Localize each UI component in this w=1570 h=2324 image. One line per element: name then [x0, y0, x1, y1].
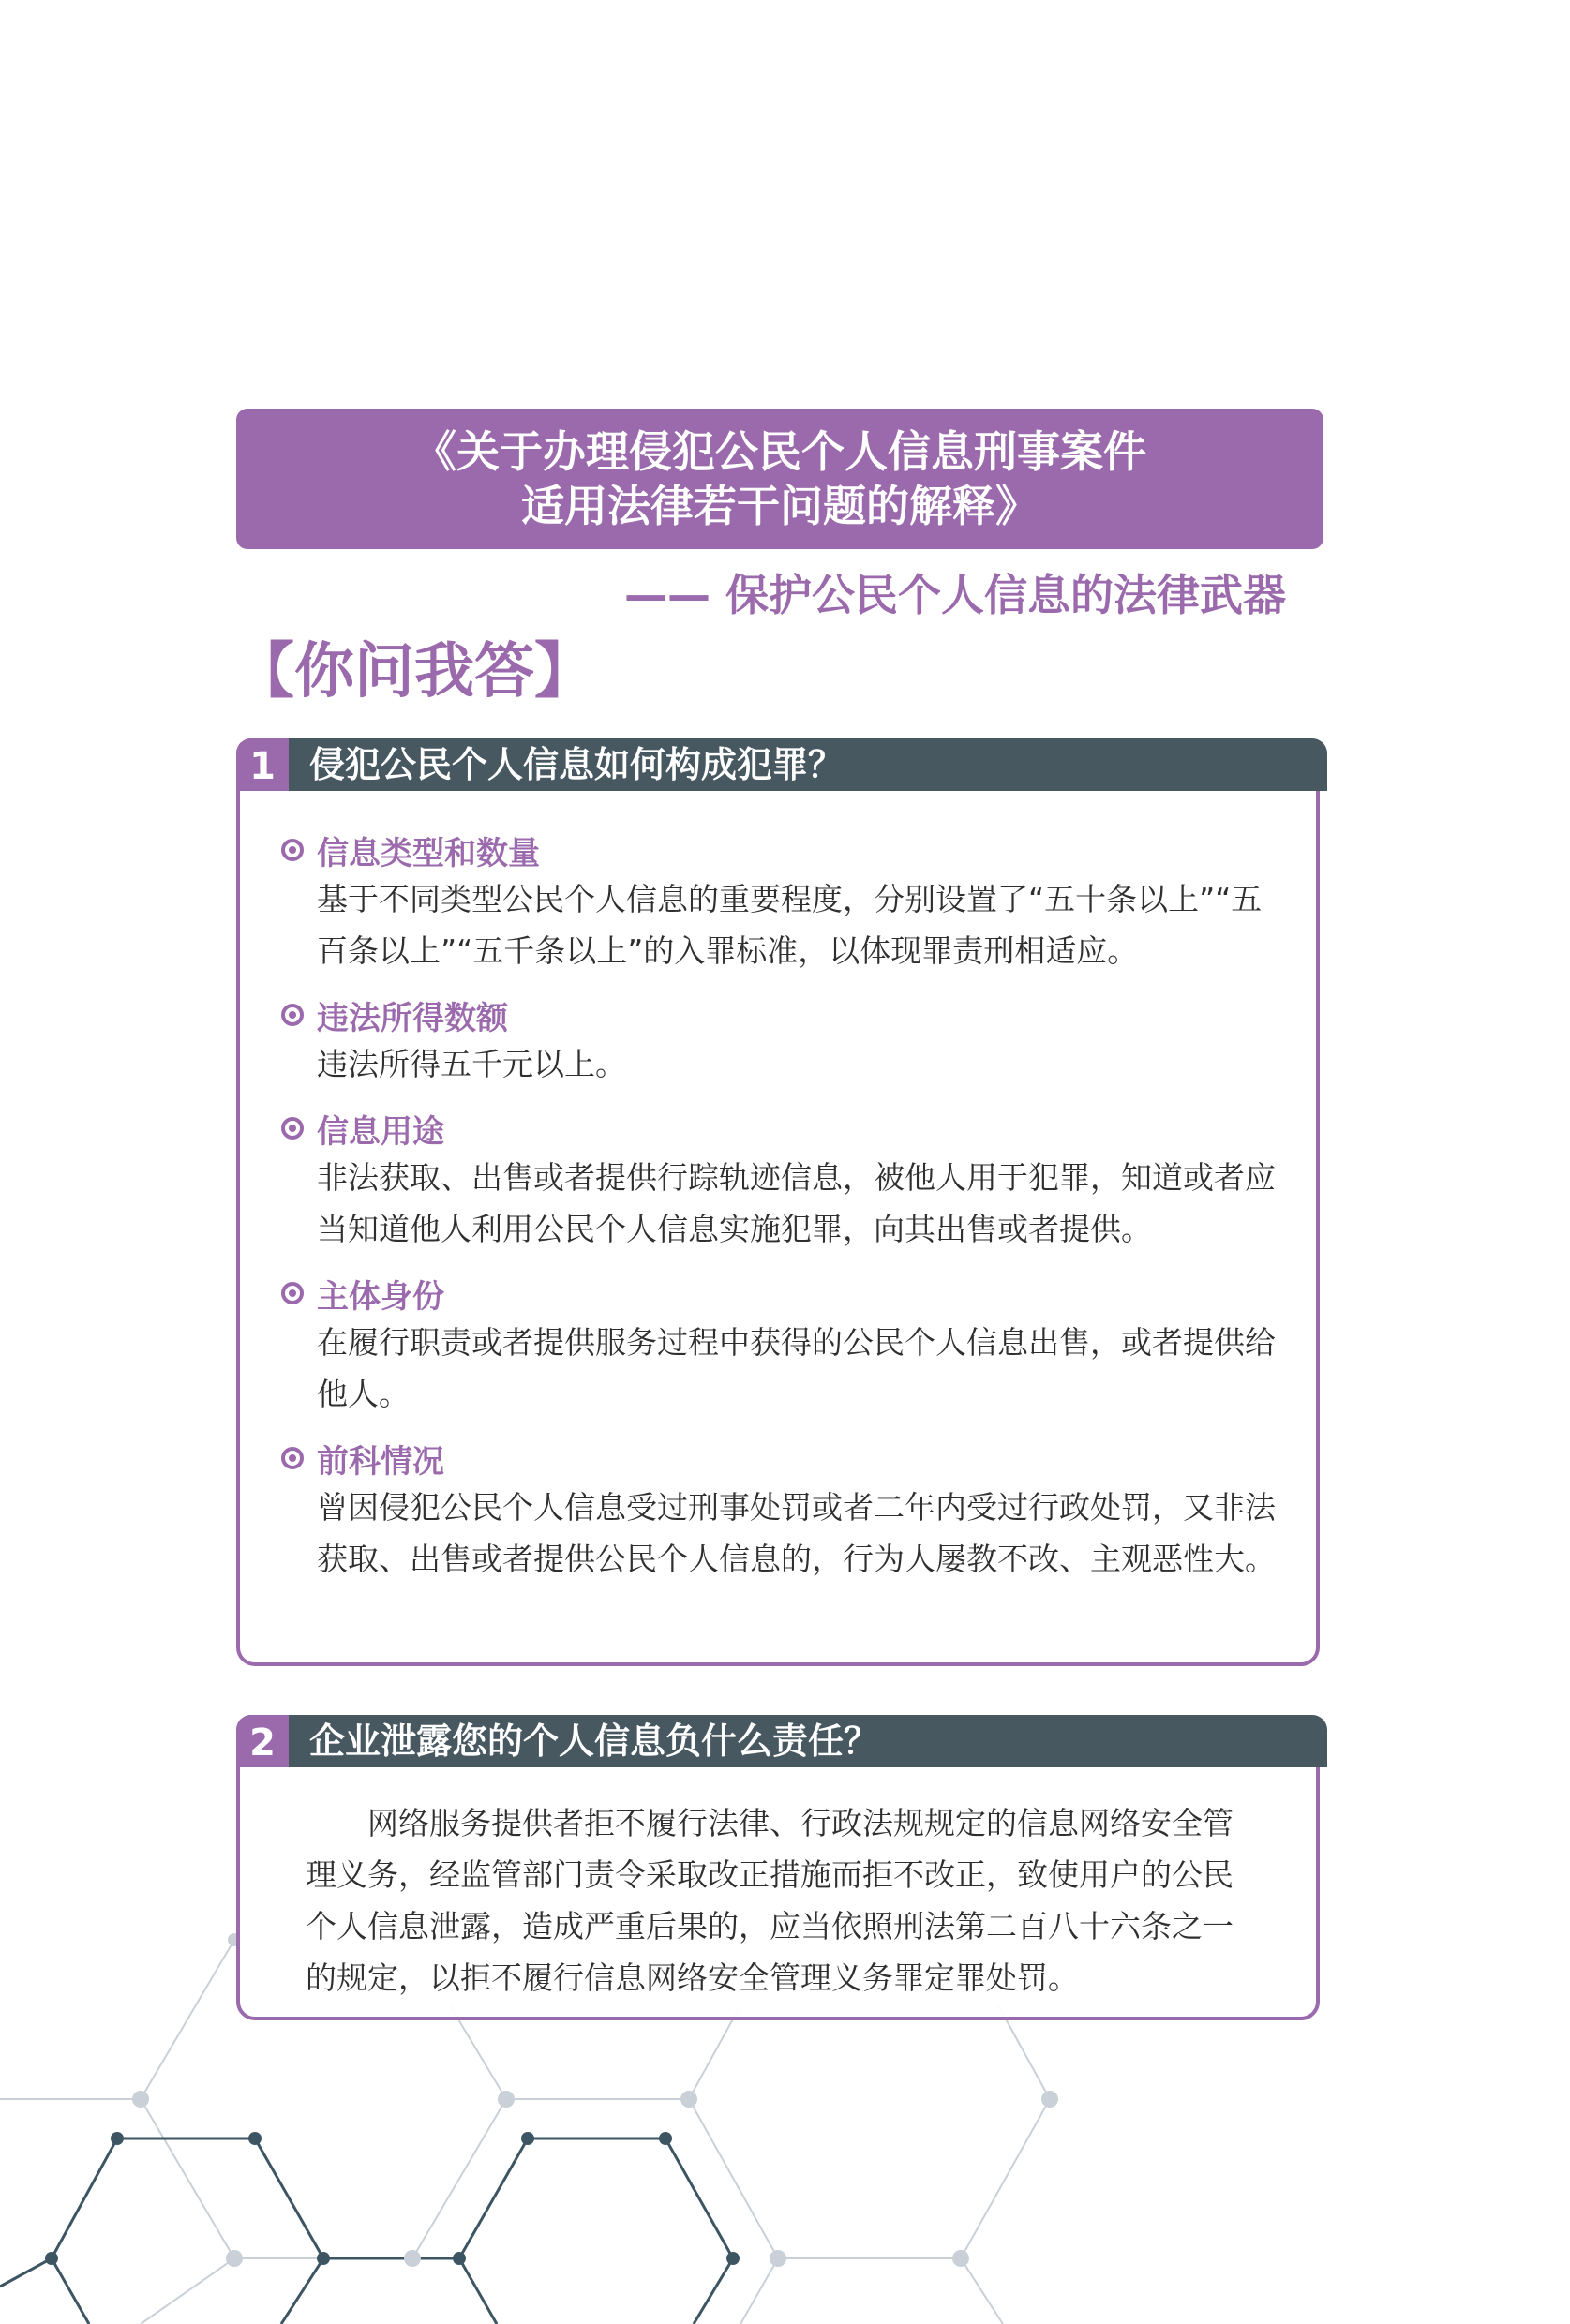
list-item — [277, 1105, 1290, 1255]
qa-card-2 — [236, 1715, 1320, 2020]
card-header — [236, 738, 1327, 791]
item-text: 在履行职责或者提供服务过程中获得的公民个人信息出售，或者提供给他人。 — [317, 1324, 1276, 1412]
subtitle: —— 保护公民个人信息的法律武器 — [623, 570, 1286, 620]
question-number-badge: 1 — [236, 738, 289, 791]
answer-paragraph: 网络服务提供者拒不履行法律、行政法规规定的信息网络安全管理义务，经监管部门责令采取改正措施而拒不改正，致使用户的公民个人信息泄露，造成严重后果的，应当依照刑法第二百八十六条之一的规定，以拒不履行信息网络安全管理义务罪定罪处罚。 — [306, 1805, 1234, 1996]
item-text: 基于不同类型公民个人信息的重要程度，分别设置了“五十条以上”“五百条以上”“五千条以上”的入罪标准，以体现罪责刑相适应。 — [317, 881, 1263, 969]
title-banner — [236, 409, 1323, 549]
list-item — [277, 991, 1290, 1090]
question-title: 侵犯公民个人信息如何构成犯罪？ — [309, 744, 845, 785]
section-heading: 【你问我答】 — [234, 637, 594, 707]
item-title: 信息类型和数量 — [317, 834, 540, 872]
bullet-icon — [281, 1447, 304, 1469]
answer-list — [277, 827, 1290, 1600]
item-title: 主体身份 — [317, 1277, 444, 1316]
list-item — [277, 1270, 1290, 1420]
item-text: 曾因侵犯公民个人信息受过刑事处罚或者二年内受过行政处罚，又非法获取、出售或者提供公民个人信息的，行为人屡教不改、主观恶性大。 — [317, 1489, 1276, 1577]
list-item — [277, 827, 1290, 976]
document-title-line-1: 《关于办理侵犯公民个人信息刑事案件 — [413, 426, 1146, 477]
item-text: 违法所得五千元以上。 — [317, 1046, 626, 1082]
bullet-icon — [281, 1004, 304, 1026]
list-item — [277, 1435, 1290, 1585]
item-text: 非法获取、出售或者提供行踪轨迹信息，被他人用于犯罪，知道或者应当知道他人利用公民个人信息实施犯罪，向其出售或者提供。 — [317, 1159, 1276, 1247]
card-header — [236, 1715, 1327, 1767]
bullet-icon — [281, 1282, 304, 1304]
qa-card-1 — [236, 738, 1320, 1666]
item-title: 前科情况 — [317, 1442, 444, 1481]
question-title: 企业泄露您的个人信息负什么责任？ — [309, 1721, 880, 1762]
item-title: 违法所得数额 — [317, 999, 508, 1037]
document-title-line-2: 适用法律若干问题的解释》 — [521, 481, 1039, 531]
question-number-badge: 2 — [236, 1715, 289, 1767]
bullet-icon — [281, 1117, 304, 1140]
bullet-icon — [281, 839, 304, 861]
item-title: 信息用途 — [317, 1112, 444, 1151]
